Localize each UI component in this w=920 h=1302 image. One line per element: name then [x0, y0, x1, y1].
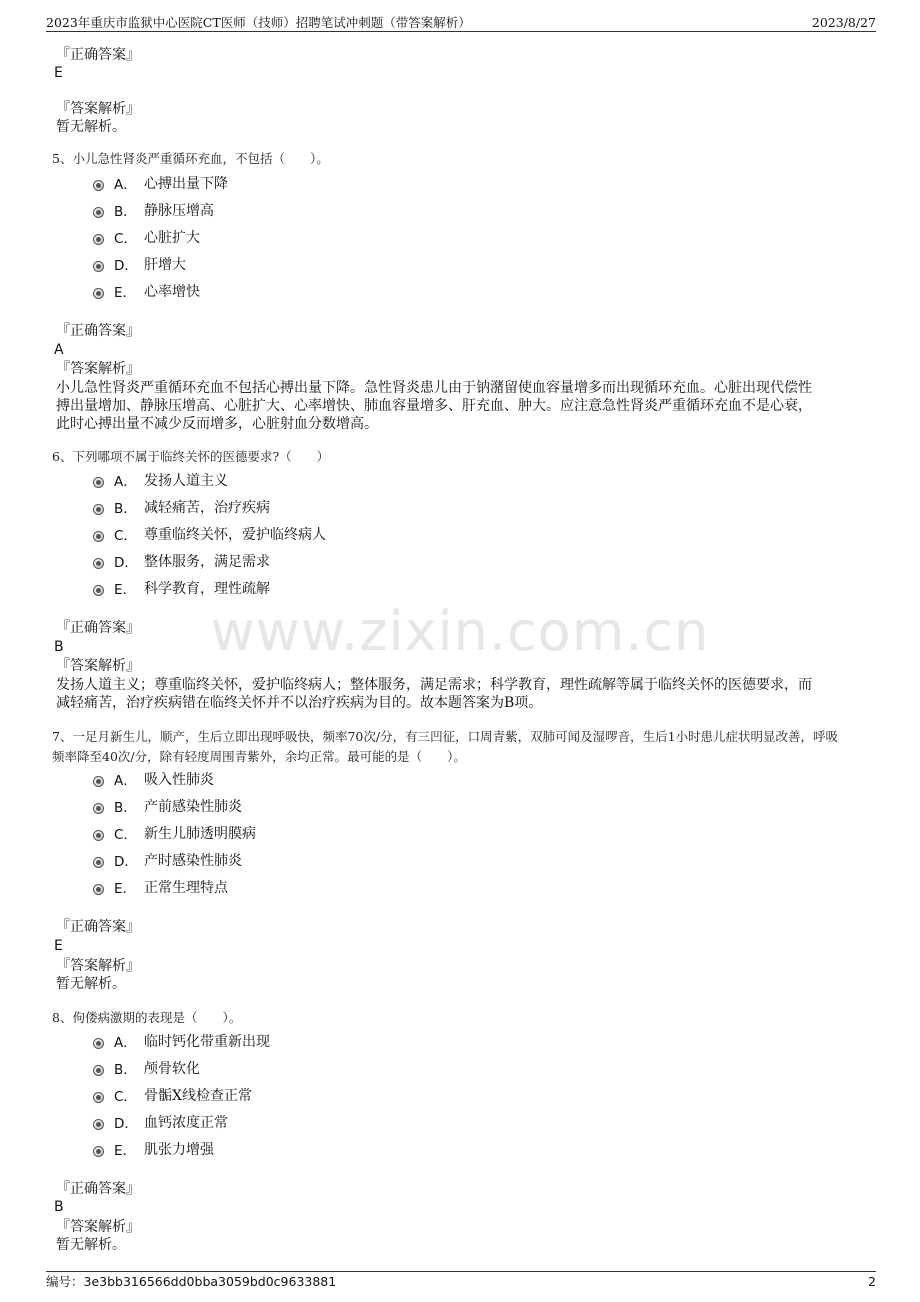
answer-value: A	[54, 342, 64, 358]
answer-value: B	[54, 1199, 64, 1215]
analysis-text: 暂无解析。	[56, 1237, 126, 1253]
option-a[interactable]: A． 吸入性肺炎	[93, 769, 214, 789]
radio-icon[interactable]	[93, 261, 104, 272]
option-d[interactable]: D． 整体服务，满足需求	[93, 551, 270, 571]
answer-label: 『正确答案』	[56, 323, 140, 339]
analysis-label: 『答案解析』	[56, 361, 140, 377]
answer-value: E	[54, 938, 63, 954]
option-d[interactable]: D． 肝增大	[93, 254, 186, 274]
answer-label: 『正确答案』	[56, 1181, 140, 1197]
option-a[interactable]: A． 发扬人道主义	[93, 470, 228, 490]
radio-icon[interactable]	[93, 477, 104, 488]
option-d[interactable]: D． 产时感染性肺炎	[93, 850, 242, 870]
question-stem: 5、小儿急性肾炎严重循环充血，不包括（ ）。	[52, 151, 329, 166]
radio-icon[interactable]	[93, 830, 104, 841]
radio-icon[interactable]	[93, 857, 104, 868]
radio-icon[interactable]	[93, 207, 104, 218]
option-e[interactable]: E． 正常生理特点	[93, 877, 228, 897]
radio-icon[interactable]	[93, 531, 104, 542]
answer-label: 『正确答案』	[56, 919, 140, 935]
answer-label: 『正确答案』	[56, 620, 140, 636]
option-c[interactable]: C． 骨骺X线检查正常	[93, 1085, 252, 1105]
question-stem: 7、一足月新生儿，顺产，生后立即出现呼吸快，频率70次/分，有三凹征，口周青紫，双肺可闻及湿啰音，生后1小时患儿症状明显改善，呼吸 频率降至40次/分，除有轻度周围青紫外，余均正常。最可能的是（ ）。	[52, 729, 839, 764]
option-c[interactable]: C． 新生儿肺透明膜病	[93, 823, 256, 843]
answer-label: 『正确答案』	[56, 47, 140, 63]
radio-icon[interactable]	[93, 1065, 104, 1076]
document-title: 2023年重庆市监狱中心医院CT医师（技师）招聘笔试冲刺题（带答案解析）	[46, 15, 471, 30]
option-e[interactable]: E． 肌张力增强	[93, 1139, 214, 1159]
analysis-label: 『答案解析』	[56, 658, 140, 674]
radio-icon[interactable]	[93, 180, 104, 191]
document-code: 编号：3e3bb316566dd0bba3059bd0c9633881	[46, 1274, 337, 1289]
radio-icon[interactable]	[93, 776, 104, 787]
radio-icon[interactable]	[93, 1038, 104, 1049]
option-b[interactable]: B． 静脉压增高	[93, 200, 214, 220]
option-b[interactable]: B． 减轻痛苦，治疗疾病	[93, 497, 270, 517]
radio-icon[interactable]	[93, 803, 104, 814]
radio-icon[interactable]	[93, 585, 104, 596]
option-c[interactable]: C． 尊重临终关怀，爱护临终病人	[93, 524, 326, 544]
option-a[interactable]: A． 心搏出量下降	[93, 173, 228, 193]
analysis-text: 发扬人道主义；尊重临终关怀，爱护临终病人；整体服务，满足需求；科学教育，理性疏解等属于临终关怀的医德要求，而 减轻痛苦，治疗疾病错在临终关怀并不以治疗疾病为目的。故本题答案为B项。	[56, 677, 812, 711]
analysis-label: 『答案解析』	[56, 958, 140, 974]
radio-icon[interactable]	[93, 234, 104, 245]
radio-icon[interactable]	[93, 504, 104, 515]
radio-icon[interactable]	[93, 558, 104, 569]
answer-value: B	[54, 639, 64, 655]
radio-icon[interactable]	[93, 1146, 104, 1157]
question-stem: 6、下列哪项不属于临终关怀的医德要求?（ ）	[52, 449, 330, 464]
option-b[interactable]: B． 颅骨软化	[93, 1058, 200, 1078]
option-b[interactable]: B． 产前感染性肺炎	[93, 796, 242, 816]
page-header	[46, 12, 876, 32]
page-footer	[46, 1272, 876, 1290]
analysis-text: 小儿急性肾炎严重循环充血不包括心搏出量下降。急性肾炎患儿由于钠潴留使血容量增多而出现循环充血。心脏出现代偿性 搏出量增加、静脉压增高、心脏扩大、心率增快、肺血容量增多、肝充血、肿大。应注意急性肾炎严重循环充血不是心衰， 此时心搏出量不减少反而增多，心脏射血分数增高。	[56, 380, 812, 432]
answer-value: E	[54, 65, 63, 81]
analysis-label: 『答案解析』	[56, 1219, 140, 1235]
radio-icon[interactable]	[93, 884, 104, 895]
radio-icon[interactable]	[93, 1092, 104, 1103]
radio-icon[interactable]	[93, 1119, 104, 1130]
option-a[interactable]: A． 临时钙化带重新出现	[93, 1031, 270, 1051]
radio-icon[interactable]	[93, 288, 104, 299]
document-date: 2023/8/27	[811, 14, 876, 30]
option-c[interactable]: C． 心脏扩大	[93, 227, 200, 247]
analysis-text: 暂无解析。	[56, 976, 126, 992]
watermark: www.zixin.com.cn	[210, 600, 710, 663]
question-stem: 8、佝偻病激期的表现是（ ）。	[52, 1010, 242, 1025]
analysis-text: 暂无解析。	[56, 119, 126, 135]
analysis-label: 『答案解析』	[56, 101, 140, 117]
header-divider	[46, 31, 876, 32]
option-e[interactable]: E． 科学教育，理性疏解	[93, 578, 270, 598]
page-number: 2	[868, 1273, 876, 1289]
option-e[interactable]: E． 心率增快	[93, 281, 200, 301]
option-d[interactable]: D． 血钙浓度正常	[93, 1112, 228, 1132]
